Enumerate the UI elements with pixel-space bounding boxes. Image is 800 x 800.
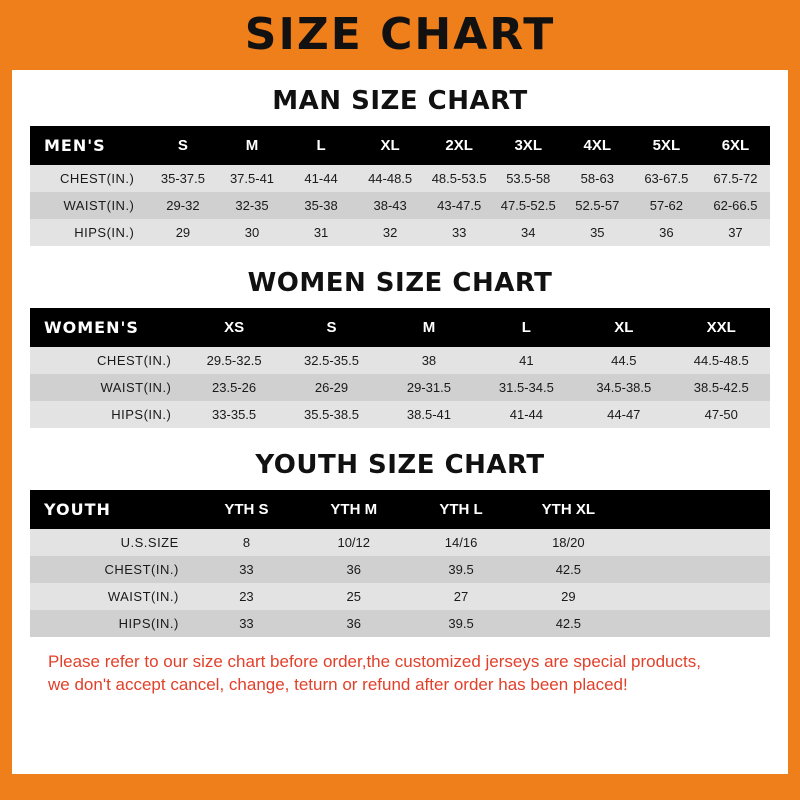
women-cell-2-3: 41-44	[478, 401, 575, 428]
table-row	[30, 374, 770, 401]
youth-table-body	[30, 529, 770, 637]
men-cell-1-6: 52.5-57	[563, 192, 632, 219]
youth-header-cell-0: YOUTH	[30, 490, 193, 529]
women-cell-1-0: 23.5-26	[185, 374, 282, 401]
men-header-cell-1: S	[148, 126, 217, 165]
youth-cell-0-1: 10/12	[300, 529, 407, 556]
youth-section-title: YOUTH SIZE CHART	[255, 450, 545, 480]
youth-cell-1-4	[622, 556, 770, 583]
men-cell-1-8: 62-66.5	[701, 192, 770, 219]
youth-size-table	[30, 490, 770, 637]
women-cell-2-1: 35.5-38.5	[283, 401, 380, 428]
table-row	[30, 192, 770, 219]
women-header-cell-3: M	[380, 308, 477, 347]
men-header-cell-9: 6XL	[701, 126, 770, 165]
women-table-body	[30, 347, 770, 428]
youth-row-label-2: WAIST(IN.)	[30, 583, 193, 610]
men-row-label-0: CHEST(IN.)	[30, 165, 148, 192]
women-header-cell-1: XS	[185, 308, 282, 347]
men-header-cell-4: XL	[356, 126, 425, 165]
women-cell-2-5: 47-50	[673, 401, 771, 428]
women-cell-0-3: 41	[478, 347, 575, 374]
youth-cell-3-0: 33	[193, 610, 300, 637]
policy-note	[48, 651, 752, 697]
women-cell-0-1: 32.5-35.5	[283, 347, 380, 374]
men-cell-0-1: 37.5-41	[217, 165, 286, 192]
men-row-label-1: WAIST(IN.)	[30, 192, 148, 219]
policy-note-line-1: Please refer to our size chart before order,the customized jerseys are special products,	[48, 652, 701, 671]
content-area	[12, 70, 788, 774]
youth-cell-1-3: 42.5	[515, 556, 622, 583]
youth-header-cell-4: YTH XL	[515, 490, 622, 529]
men-cell-2-3: 32	[356, 219, 425, 246]
youth-header-cell-1: YTH S	[193, 490, 300, 529]
women-cell-1-3: 31.5-34.5	[478, 374, 575, 401]
men-cell-0-8: 67.5-72	[701, 165, 770, 192]
men-cell-0-3: 44-48.5	[356, 165, 425, 192]
youth-cell-2-1: 25	[300, 583, 407, 610]
men-cell-0-6: 58-63	[563, 165, 632, 192]
women-cell-0-5: 44.5-48.5	[673, 347, 771, 374]
men-cell-0-7: 63-67.5	[632, 165, 701, 192]
youth-table-head	[30, 490, 770, 529]
men-size-table	[30, 126, 770, 246]
women-header-cell-0: WOMEN'S	[30, 308, 185, 347]
footer-bar	[12, 774, 788, 800]
women-cell-2-2: 38.5-41	[380, 401, 477, 428]
table-row	[30, 610, 770, 637]
men-header-cell-3: L	[287, 126, 356, 165]
banner	[12, 0, 788, 70]
men-cell-2-8: 37	[701, 219, 770, 246]
men-cell-1-4: 43-47.5	[425, 192, 494, 219]
men-cell-2-1: 30	[217, 219, 286, 246]
women-cell-1-2: 29-31.5	[380, 374, 477, 401]
women-row-label-1: WAIST(IN.)	[30, 374, 185, 401]
men-header-cell-8: 5XL	[632, 126, 701, 165]
women-cell-2-0: 33-35.5	[185, 401, 282, 428]
women-header-cell-4: L	[478, 308, 575, 347]
table-row	[30, 529, 770, 556]
youth-row-label-0: U.S.SIZE	[30, 529, 193, 556]
youth-header-cell-3: YTH L	[407, 490, 514, 529]
youth-cell-3-4	[622, 610, 770, 637]
youth-cell-1-2: 39.5	[407, 556, 514, 583]
youth-cell-3-1: 36	[300, 610, 407, 637]
youth-cell-3-3: 42.5	[515, 610, 622, 637]
men-cell-0-4: 48.5-53.5	[425, 165, 494, 192]
men-cell-1-7: 57-62	[632, 192, 701, 219]
youth-header-cell-2: YTH M	[300, 490, 407, 529]
women-cell-1-5: 38.5-42.5	[673, 374, 771, 401]
policy-note-line-2: we don't accept cancel, change, teturn or refund after order has been placed!	[48, 674, 628, 694]
women-row-label-2: HIPS(IN.)	[30, 401, 185, 428]
women-cell-0-0: 29.5-32.5	[185, 347, 282, 374]
men-section-title: MAN SIZE CHART	[272, 86, 528, 116]
youth-cell-1-1: 36	[300, 556, 407, 583]
women-size-table	[30, 308, 770, 428]
men-cell-1-0: 29-32	[148, 192, 217, 219]
youth-cell-2-3: 29	[515, 583, 622, 610]
women-header-cell-5: XL	[575, 308, 672, 347]
men-cell-0-0: 35-37.5	[148, 165, 217, 192]
men-cell-2-2: 31	[287, 219, 356, 246]
youth-header-cell-5	[622, 490, 770, 529]
women-header-cell-6: XXL	[673, 308, 771, 347]
women-section-title: WOMEN SIZE CHART	[247, 268, 553, 298]
youth-cell-2-0: 23	[193, 583, 300, 610]
youth-cell-0-0: 8	[193, 529, 300, 556]
women-cell-2-4: 44-47	[575, 401, 672, 428]
women-table-head	[30, 308, 770, 347]
men-cell-2-7: 36	[632, 219, 701, 246]
men-cell-0-5: 53.5-58	[494, 165, 563, 192]
men-header-cell-6: 3XL	[494, 126, 563, 165]
men-cell-2-4: 33	[425, 219, 494, 246]
table-header-row	[30, 490, 770, 529]
women-cell-1-1: 26-29	[283, 374, 380, 401]
page-title: SIZE CHART	[244, 9, 556, 60]
youth-row-label-3: HIPS(IN.)	[30, 610, 193, 637]
table-header-row	[30, 126, 770, 165]
men-table-body	[30, 165, 770, 246]
men-header-cell-5: 2XL	[425, 126, 494, 165]
table-row	[30, 401, 770, 428]
men-cell-2-0: 29	[148, 219, 217, 246]
youth-row-label-1: CHEST(IN.)	[30, 556, 193, 583]
men-cell-1-3: 38-43	[356, 192, 425, 219]
youth-cell-0-2: 14/16	[407, 529, 514, 556]
women-cell-0-4: 44.5	[575, 347, 672, 374]
youth-cell-3-2: 39.5	[407, 610, 514, 637]
men-header-cell-2: M	[217, 126, 286, 165]
men-cell-1-2: 35-38	[287, 192, 356, 219]
men-cell-1-1: 32-35	[217, 192, 286, 219]
men-cell-2-5: 34	[494, 219, 563, 246]
men-cell-1-5: 47.5-52.5	[494, 192, 563, 219]
youth-cell-2-2: 27	[407, 583, 514, 610]
table-row	[30, 219, 770, 246]
women-header-cell-2: S	[283, 308, 380, 347]
table-row	[30, 165, 770, 192]
table-row	[30, 583, 770, 610]
table-row	[30, 556, 770, 583]
men-row-label-2: HIPS(IN.)	[30, 219, 148, 246]
men-cell-0-2: 41-44	[287, 165, 356, 192]
youth-cell-0-4	[622, 529, 770, 556]
men-table-head	[30, 126, 770, 165]
youth-cell-1-0: 33	[193, 556, 300, 583]
men-header-cell-0: MEN'S	[30, 126, 148, 165]
youth-cell-2-4	[622, 583, 770, 610]
women-row-label-0: CHEST(IN.)	[30, 347, 185, 374]
men-header-cell-7: 4XL	[563, 126, 632, 165]
men-cell-2-6: 35	[563, 219, 632, 246]
youth-cell-0-3: 18/20	[515, 529, 622, 556]
table-header-row	[30, 308, 770, 347]
women-cell-1-4: 34.5-38.5	[575, 374, 672, 401]
table-row	[30, 347, 770, 374]
women-cell-0-2: 38	[380, 347, 477, 374]
